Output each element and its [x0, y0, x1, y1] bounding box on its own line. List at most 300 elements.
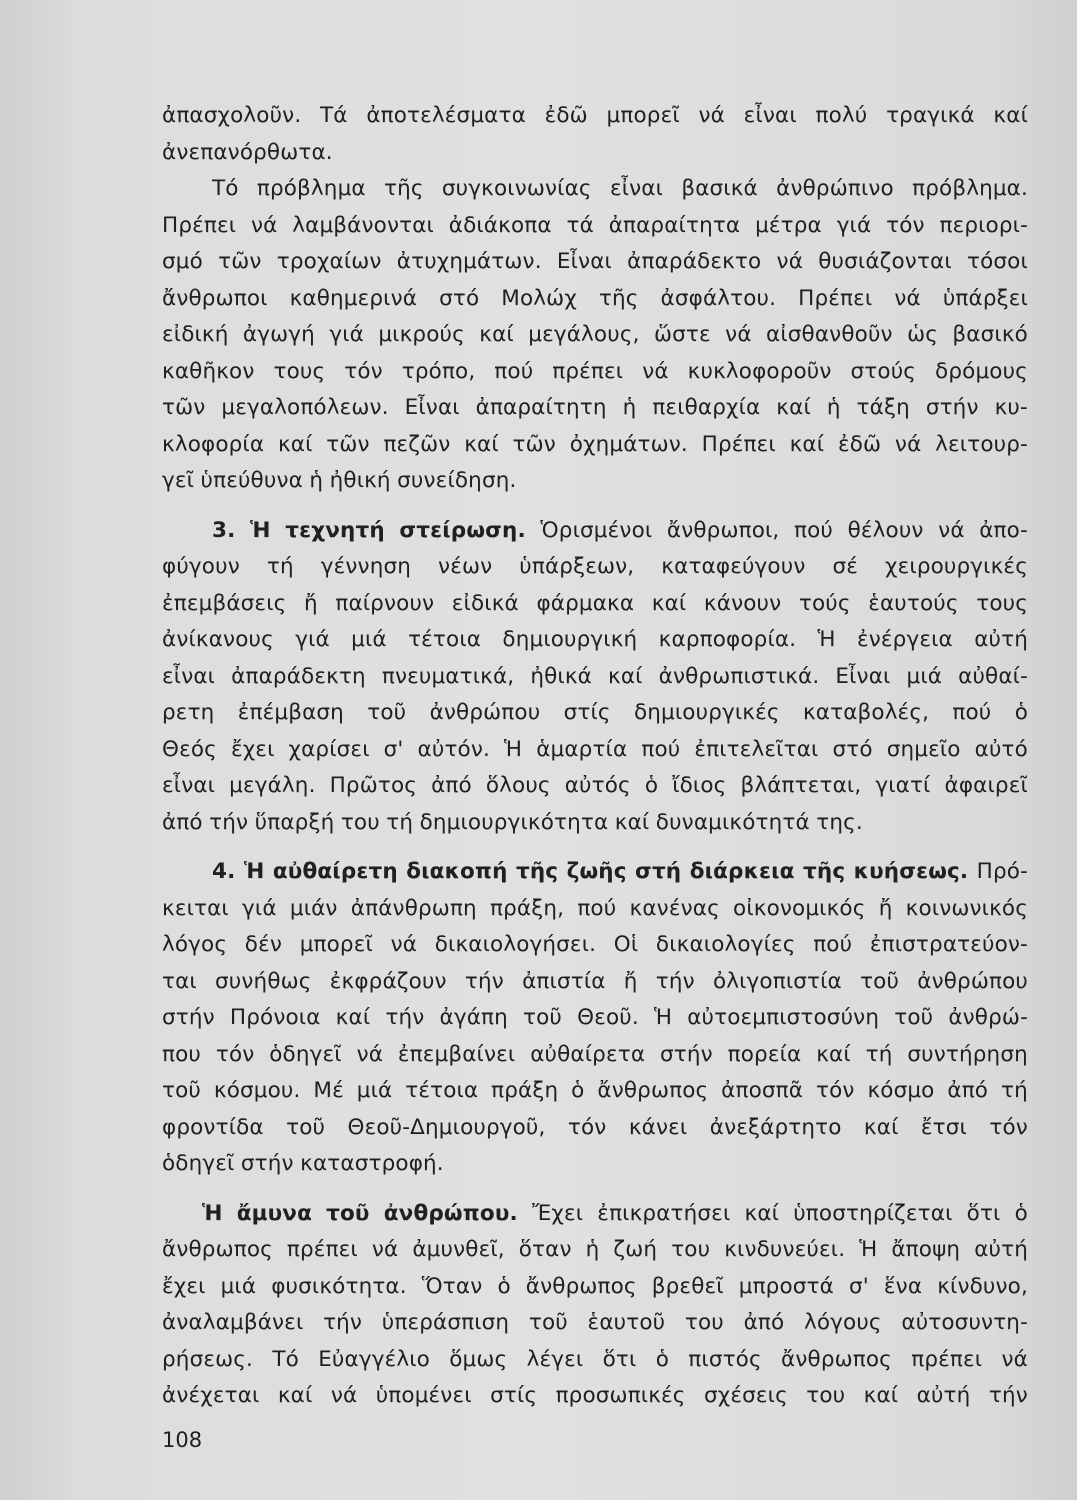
text-line — [162, 135, 1028, 172]
text-line — [162, 281, 1028, 318]
word: ρήσεως. — [162, 1346, 254, 1372]
word: τῶν — [162, 395, 206, 420]
section-heading-word: αὐθαίρετη — [272, 859, 398, 884]
word: ρετη — [162, 700, 215, 725]
word: ἄνθρωποι — [162, 285, 268, 311]
word: ἐπικρατήσει — [597, 1200, 731, 1226]
word: τοῦ — [367, 700, 407, 725]
word: εἶναι — [743, 103, 797, 128]
word: ἐδῶ — [544, 103, 588, 128]
word: τῆς — [598, 285, 639, 311]
word: κινδυνεύει. — [724, 1237, 846, 1262]
word: ἡ — [585, 1237, 600, 1262]
word: τάξη — [856, 395, 910, 420]
word: καί — [863, 1114, 899, 1140]
word: αὐτή — [974, 1237, 1028, 1262]
word: τόν — [989, 1114, 1028, 1140]
word: ἕνα — [883, 1273, 923, 1299]
word: νά — [725, 322, 752, 347]
word: ὁ — [1014, 1200, 1028, 1226]
text-line — [162, 463, 1028, 500]
word: κλοφορία — [162, 431, 265, 457]
word: ἄνθρωπος — [781, 1346, 892, 1372]
word: βασικό — [952, 322, 1028, 347]
word: γιατί — [875, 773, 931, 798]
word: δικαιολογήσει. — [434, 932, 597, 957]
section-heading-word: τεχνητή — [285, 517, 385, 543]
word: κυκλοφοροῦν — [687, 358, 832, 384]
page-text — [162, 98, 1028, 1415]
word: στούς — [850, 358, 917, 384]
word: ἐπιστρατεύον- — [869, 932, 1028, 957]
word: μεγάλους, — [528, 322, 640, 347]
word: πού — [494, 358, 534, 384]
word: ὁ — [1014, 700, 1028, 725]
word: ἀπαράδεκτο — [627, 249, 762, 274]
word: νά — [698, 103, 725, 128]
section-heading-word: κυήσεως. — [853, 859, 969, 884]
word: νά — [642, 358, 669, 384]
word: μεγάλη. — [229, 773, 316, 798]
word: ὁδηγεῖ — [269, 1041, 342, 1067]
word: πολύ — [815, 103, 868, 128]
word: ὑπάρξει — [942, 285, 1028, 311]
section-heading-word: τοῦ — [326, 1200, 370, 1226]
text-line — [162, 927, 1028, 964]
word: καί — [614, 809, 650, 835]
word: στήν — [659, 1041, 713, 1067]
word: ὑπάρξεων, — [519, 554, 635, 579]
word: καί — [277, 1383, 313, 1408]
word: νά — [330, 1383, 358, 1408]
word: ἀγάπη — [439, 1005, 508, 1030]
word: τόν — [344, 358, 383, 384]
word: συνήθως — [215, 968, 312, 994]
word: ἀπιστία — [522, 968, 606, 994]
section-heading-word: ἄμυνα — [236, 1200, 313, 1226]
text-line — [162, 1000, 1028, 1037]
section-heading-word: διακοπή — [406, 859, 508, 884]
word: ἤ — [303, 590, 318, 616]
word: γιά — [836, 212, 872, 238]
word: κοινωνικός — [905, 895, 1028, 921]
word: δημιουργικές — [633, 700, 780, 725]
word: γιά — [329, 322, 364, 347]
word: κυ- — [994, 395, 1028, 420]
word: μιά — [220, 1273, 257, 1299]
word: τῶν — [326, 431, 370, 457]
word: ἐδῶ — [837, 431, 882, 457]
word: του — [340, 809, 380, 835]
word: λόγους — [803, 1310, 882, 1335]
word: νά — [776, 249, 804, 274]
word: μιά — [356, 1078, 393, 1103]
word: αὐτόν. — [417, 736, 490, 762]
text-line — [162, 1305, 1028, 1342]
word: ἄνθρωπος — [597, 1078, 709, 1103]
word: αὐτή — [974, 627, 1028, 652]
word: μπορεῖ — [606, 103, 680, 128]
word: σέ — [832, 554, 859, 579]
word: καί — [651, 590, 687, 616]
word: ἀνίκανους — [162, 627, 274, 652]
word: σ' — [849, 1273, 869, 1299]
text-line — [162, 586, 1028, 623]
word: ὁ — [497, 1273, 511, 1299]
word: ἀνθρώπου — [917, 968, 1028, 994]
word: Ὁρισμένοι — [540, 517, 653, 543]
word: ἀνθρώ- — [948, 1005, 1028, 1030]
word: Εἶναι — [835, 663, 891, 689]
word: Ἔχει — [531, 1200, 584, 1226]
word: καθημερινά — [289, 285, 418, 311]
section-heading-word: 3. — [212, 517, 236, 543]
word: καταβολές, — [802, 700, 930, 725]
word: καταφεύγουν — [661, 554, 806, 579]
word: του — [684, 1310, 724, 1335]
word: μεγαλοπόλεων. — [221, 395, 389, 420]
word: ὅτι — [966, 1200, 1001, 1226]
word: Πρέπει — [798, 285, 873, 311]
word: πεζῶν — [383, 431, 451, 457]
word: ἀφαιρεῖ — [944, 773, 1028, 798]
word: στίς — [490, 1383, 538, 1408]
word: εἶναι — [609, 176, 664, 201]
text-line — [162, 1073, 1028, 1110]
word: τῆς — [384, 176, 424, 201]
text-line — [162, 1146, 1028, 1183]
word: νά — [1001, 1346, 1028, 1372]
word: τήν — [209, 809, 249, 835]
word: δικαιολογίες — [655, 932, 796, 957]
word: μπροστά — [738, 1273, 834, 1299]
word: ἀπαράδεκτη — [231, 663, 366, 689]
word: ὅταν — [518, 1237, 572, 1262]
text-line — [162, 390, 1028, 427]
word: ἀμυνθεῖ, — [412, 1237, 505, 1262]
word: Πρέπει — [701, 431, 776, 457]
word: τά — [566, 212, 594, 238]
word: αὐθαίρετα — [530, 1041, 646, 1067]
word: τῶν — [218, 249, 262, 274]
word: τοῦ — [894, 1005, 934, 1030]
word: καρποφορία. — [658, 627, 797, 652]
word: ἀνεπανόρθωτα. — [162, 139, 333, 165]
word: ἑαυτοῦ — [587, 1310, 666, 1335]
word: κόσμου. — [213, 1078, 301, 1103]
word: κόσμο — [867, 1078, 935, 1103]
word: ἀνθρώπου — [429, 700, 541, 725]
word: σ' — [383, 736, 404, 762]
word: ζωή — [613, 1237, 658, 1262]
word: ὅλους — [485, 773, 551, 798]
word: ἀτυχημάτων. — [396, 249, 542, 274]
word: Μολώχ — [501, 285, 577, 311]
word: ὅτι — [602, 1346, 637, 1372]
word: εἰδικά — [451, 590, 519, 616]
word: ὁ — [655, 1346, 670, 1372]
word: νέων — [438, 554, 493, 579]
word: του — [806, 1383, 846, 1408]
word: Θεός — [162, 736, 217, 762]
word: ὑπεράσπιση — [381, 1310, 510, 1335]
word: που — [162, 1041, 201, 1067]
word: Οἱ — [613, 932, 639, 957]
section-heading-word: διάρκεια — [689, 859, 795, 884]
word: καί — [776, 395, 811, 420]
text-line — [162, 695, 1028, 732]
word: τόσοι — [967, 249, 1028, 274]
word: τους — [976, 590, 1028, 616]
word: ἀπαραίτητα — [608, 212, 741, 238]
word: ἐνέργεια — [856, 627, 953, 652]
word: γιά — [295, 627, 330, 652]
text-line — [162, 1269, 1028, 1306]
word: πειθαρχία — [652, 395, 761, 420]
word: κίνδυνο, — [937, 1273, 1028, 1299]
word: καί — [479, 322, 514, 347]
word: στίς — [563, 700, 611, 725]
word: μπορεῖ — [299, 932, 373, 957]
text-line — [162, 768, 1028, 805]
word: τούς — [798, 590, 851, 616]
word: βασικά — [681, 176, 758, 201]
word: τήν — [464, 968, 504, 994]
word: δημιουργικότητα — [419, 809, 609, 835]
word: Ὅταν — [421, 1273, 483, 1299]
word: τόν — [886, 212, 925, 238]
word: μιάν — [289, 895, 338, 921]
word: πράξη — [491, 1078, 559, 1103]
word: καί — [335, 1005, 371, 1030]
word: ἡ — [622, 395, 637, 420]
word: κανένας — [629, 895, 720, 921]
word: πρόβλημα. — [912, 176, 1028, 201]
word: Τά — [320, 103, 348, 128]
word: χειρουργικές — [885, 554, 1028, 579]
word: τοῦ — [860, 968, 900, 994]
word: στήν — [240, 1151, 294, 1176]
word: στό — [439, 285, 480, 311]
word: μιά — [351, 627, 387, 652]
text-line — [162, 513, 1028, 550]
word: κάνουν — [703, 590, 782, 616]
word: μικρούς — [378, 322, 465, 347]
word: καί — [277, 431, 313, 457]
word: ὕπαρξή — [254, 809, 335, 835]
word: δέν — [244, 932, 283, 957]
text-line — [162, 1037, 1028, 1074]
word: καταστροφή. — [300, 1151, 444, 1176]
word: περιορι- — [939, 212, 1028, 238]
word: δημιουργική — [502, 627, 638, 652]
word: τήν — [323, 1310, 363, 1335]
word: ἀνθρωπιστικά. — [658, 663, 820, 689]
text-line — [162, 208, 1028, 245]
word: αὐθαί- — [958, 663, 1028, 689]
word: τοῦ — [528, 1310, 568, 1335]
text-line — [162, 171, 1028, 208]
word: τοῦ — [162, 1078, 201, 1103]
word: ἀνέχεται — [162, 1383, 260, 1408]
word: ὁδηγεῖ — [162, 1151, 235, 1176]
word: τους — [273, 358, 326, 384]
word: ἀδιάκοπα — [448, 212, 552, 238]
word: ὁ — [571, 1078, 585, 1103]
text-line — [162, 964, 1028, 1001]
word: αἰσθανθοῦν — [766, 322, 893, 347]
word: ἀνθρώπινο — [776, 176, 894, 201]
word: συνείδηση. — [397, 468, 517, 493]
word: κειται — [162, 895, 229, 921]
word: θέλουν — [847, 517, 924, 543]
word: Ἡ — [653, 1005, 673, 1030]
word: Τό — [272, 1346, 299, 1372]
word: παίρνουν — [335, 590, 435, 616]
word: πού — [641, 736, 681, 762]
word: πού — [577, 895, 617, 921]
word: Πρόνοια — [229, 1005, 321, 1030]
word: Πρῶτος — [329, 773, 418, 798]
word: ται — [162, 968, 197, 994]
word: καί — [789, 431, 825, 457]
word: αὐτοσυντη- — [901, 1310, 1028, 1335]
text-line — [162, 1232, 1028, 1269]
word: τρόπο, — [401, 358, 476, 384]
text-line — [162, 354, 1028, 391]
word: πού — [794, 517, 833, 543]
word: καί — [464, 431, 499, 457]
text-line — [162, 549, 1028, 586]
word: Ἡ — [859, 1237, 878, 1262]
word: τή — [266, 554, 294, 579]
word: πρέπει — [552, 358, 624, 384]
section-heading-word: ἀνθρώπου. — [383, 1200, 518, 1226]
word: ἀπό — [743, 1310, 785, 1335]
word: τραγικά — [886, 103, 975, 128]
word: ἀπό — [947, 1078, 989, 1103]
word: δυναμικότητά — [655, 809, 810, 835]
word: ἄνθρωπος — [525, 1273, 637, 1299]
section-heading-word: 4. — [212, 859, 236, 884]
word: καί — [744, 1200, 780, 1226]
word: τήν — [988, 1383, 1028, 1408]
word: οἰκονομικός — [733, 895, 866, 921]
word: ὁ — [644, 773, 659, 798]
text-line — [162, 805, 1028, 842]
word: τέτοια — [405, 1078, 479, 1103]
word: ἡ — [826, 395, 841, 420]
text-line — [162, 732, 1028, 769]
word: της. — [816, 809, 863, 835]
word: τέτοια — [408, 627, 482, 652]
word: του — [671, 1237, 711, 1262]
word: αὐτοεμπιστοσύνη — [687, 1005, 880, 1030]
word: ἤ — [878, 895, 893, 921]
word: ἀγωγή — [242, 322, 315, 347]
word: Εὐαγγέλιο — [318, 1346, 430, 1372]
word: ἔχει — [162, 1273, 206, 1299]
word: Θεοῦ-Δημιουργοῦ, — [347, 1114, 546, 1140]
word: καί — [608, 663, 643, 689]
word: ἐκφράζουν — [329, 968, 447, 994]
word: Πρέπει — [162, 212, 237, 238]
word: πνευματικά, — [381, 663, 515, 689]
word: εἶναι — [162, 773, 216, 798]
word: πού — [952, 700, 992, 725]
word: ἐπέμβαση — [237, 700, 344, 725]
word: πιστός — [688, 1346, 762, 1372]
word: ἀπό — [162, 809, 203, 835]
word: γέννηση — [320, 554, 412, 579]
word: ἀπο- — [979, 517, 1028, 543]
word: ὑπεύθυνα — [200, 468, 303, 493]
word: λειτουρ- — [935, 431, 1028, 457]
word: νά — [356, 1041, 384, 1067]
word: ἠθική — [329, 468, 391, 493]
word: τόν — [215, 1041, 255, 1067]
word: σημεῖο — [886, 736, 961, 762]
word: ἤ — [623, 968, 638, 994]
word: Πρό- — [976, 859, 1028, 884]
word: τή — [865, 1041, 893, 1067]
word: βρεθεῖ — [651, 1273, 724, 1299]
text-line — [162, 622, 1028, 659]
word: λόγος — [162, 932, 228, 957]
text-line — [162, 891, 1028, 928]
word: μέτρα — [755, 212, 822, 238]
word: Ἡ — [504, 736, 523, 762]
word: ἐπεμβάσεις — [162, 590, 287, 616]
word: αὐτό — [974, 736, 1028, 762]
word: ἄποψη — [891, 1237, 961, 1262]
section-heading-word: Ἡ — [243, 859, 265, 884]
word: πράξη, — [490, 895, 565, 921]
word: ἀναλαμβάνει — [162, 1310, 304, 1335]
word: φυσικότητα. — [271, 1273, 407, 1299]
word: τοῦ — [523, 1005, 562, 1030]
word: τροχαίων — [276, 249, 382, 274]
word: νά — [390, 932, 418, 957]
section-heading-word: τῆς — [515, 859, 559, 884]
word: σχέσεις — [703, 1383, 788, 1408]
word: ἀνεξάρτητο — [709, 1114, 842, 1140]
word: ἔτσι — [920, 1114, 967, 1140]
word: ὀχημάτων. — [569, 431, 688, 457]
word: μιά — [906, 663, 943, 689]
word: ἡ — [309, 468, 324, 493]
word: ἠθικά — [530, 663, 592, 689]
word: πού — [813, 932, 853, 957]
word: αὐτός — [564, 773, 631, 798]
word: τήν — [385, 1005, 425, 1030]
word: ἀπασχολοῦν. — [162, 103, 302, 128]
word: ὥστε — [653, 322, 711, 347]
word: γεῖ — [162, 468, 195, 493]
word: φύγουν — [162, 554, 240, 579]
word: νά — [894, 431, 922, 457]
word: συντήρηση — [907, 1041, 1028, 1067]
word: δρόμους — [935, 358, 1028, 384]
word: ἀπαραίτητη — [475, 395, 607, 420]
word: νά — [371, 1237, 399, 1262]
word: στήν — [925, 395, 979, 420]
word: τή — [1001, 1078, 1028, 1103]
word: στό — [832, 736, 873, 762]
word: πρέπει — [911, 1346, 983, 1372]
word: τῶν — [512, 431, 556, 457]
word: Τό — [212, 176, 239, 201]
